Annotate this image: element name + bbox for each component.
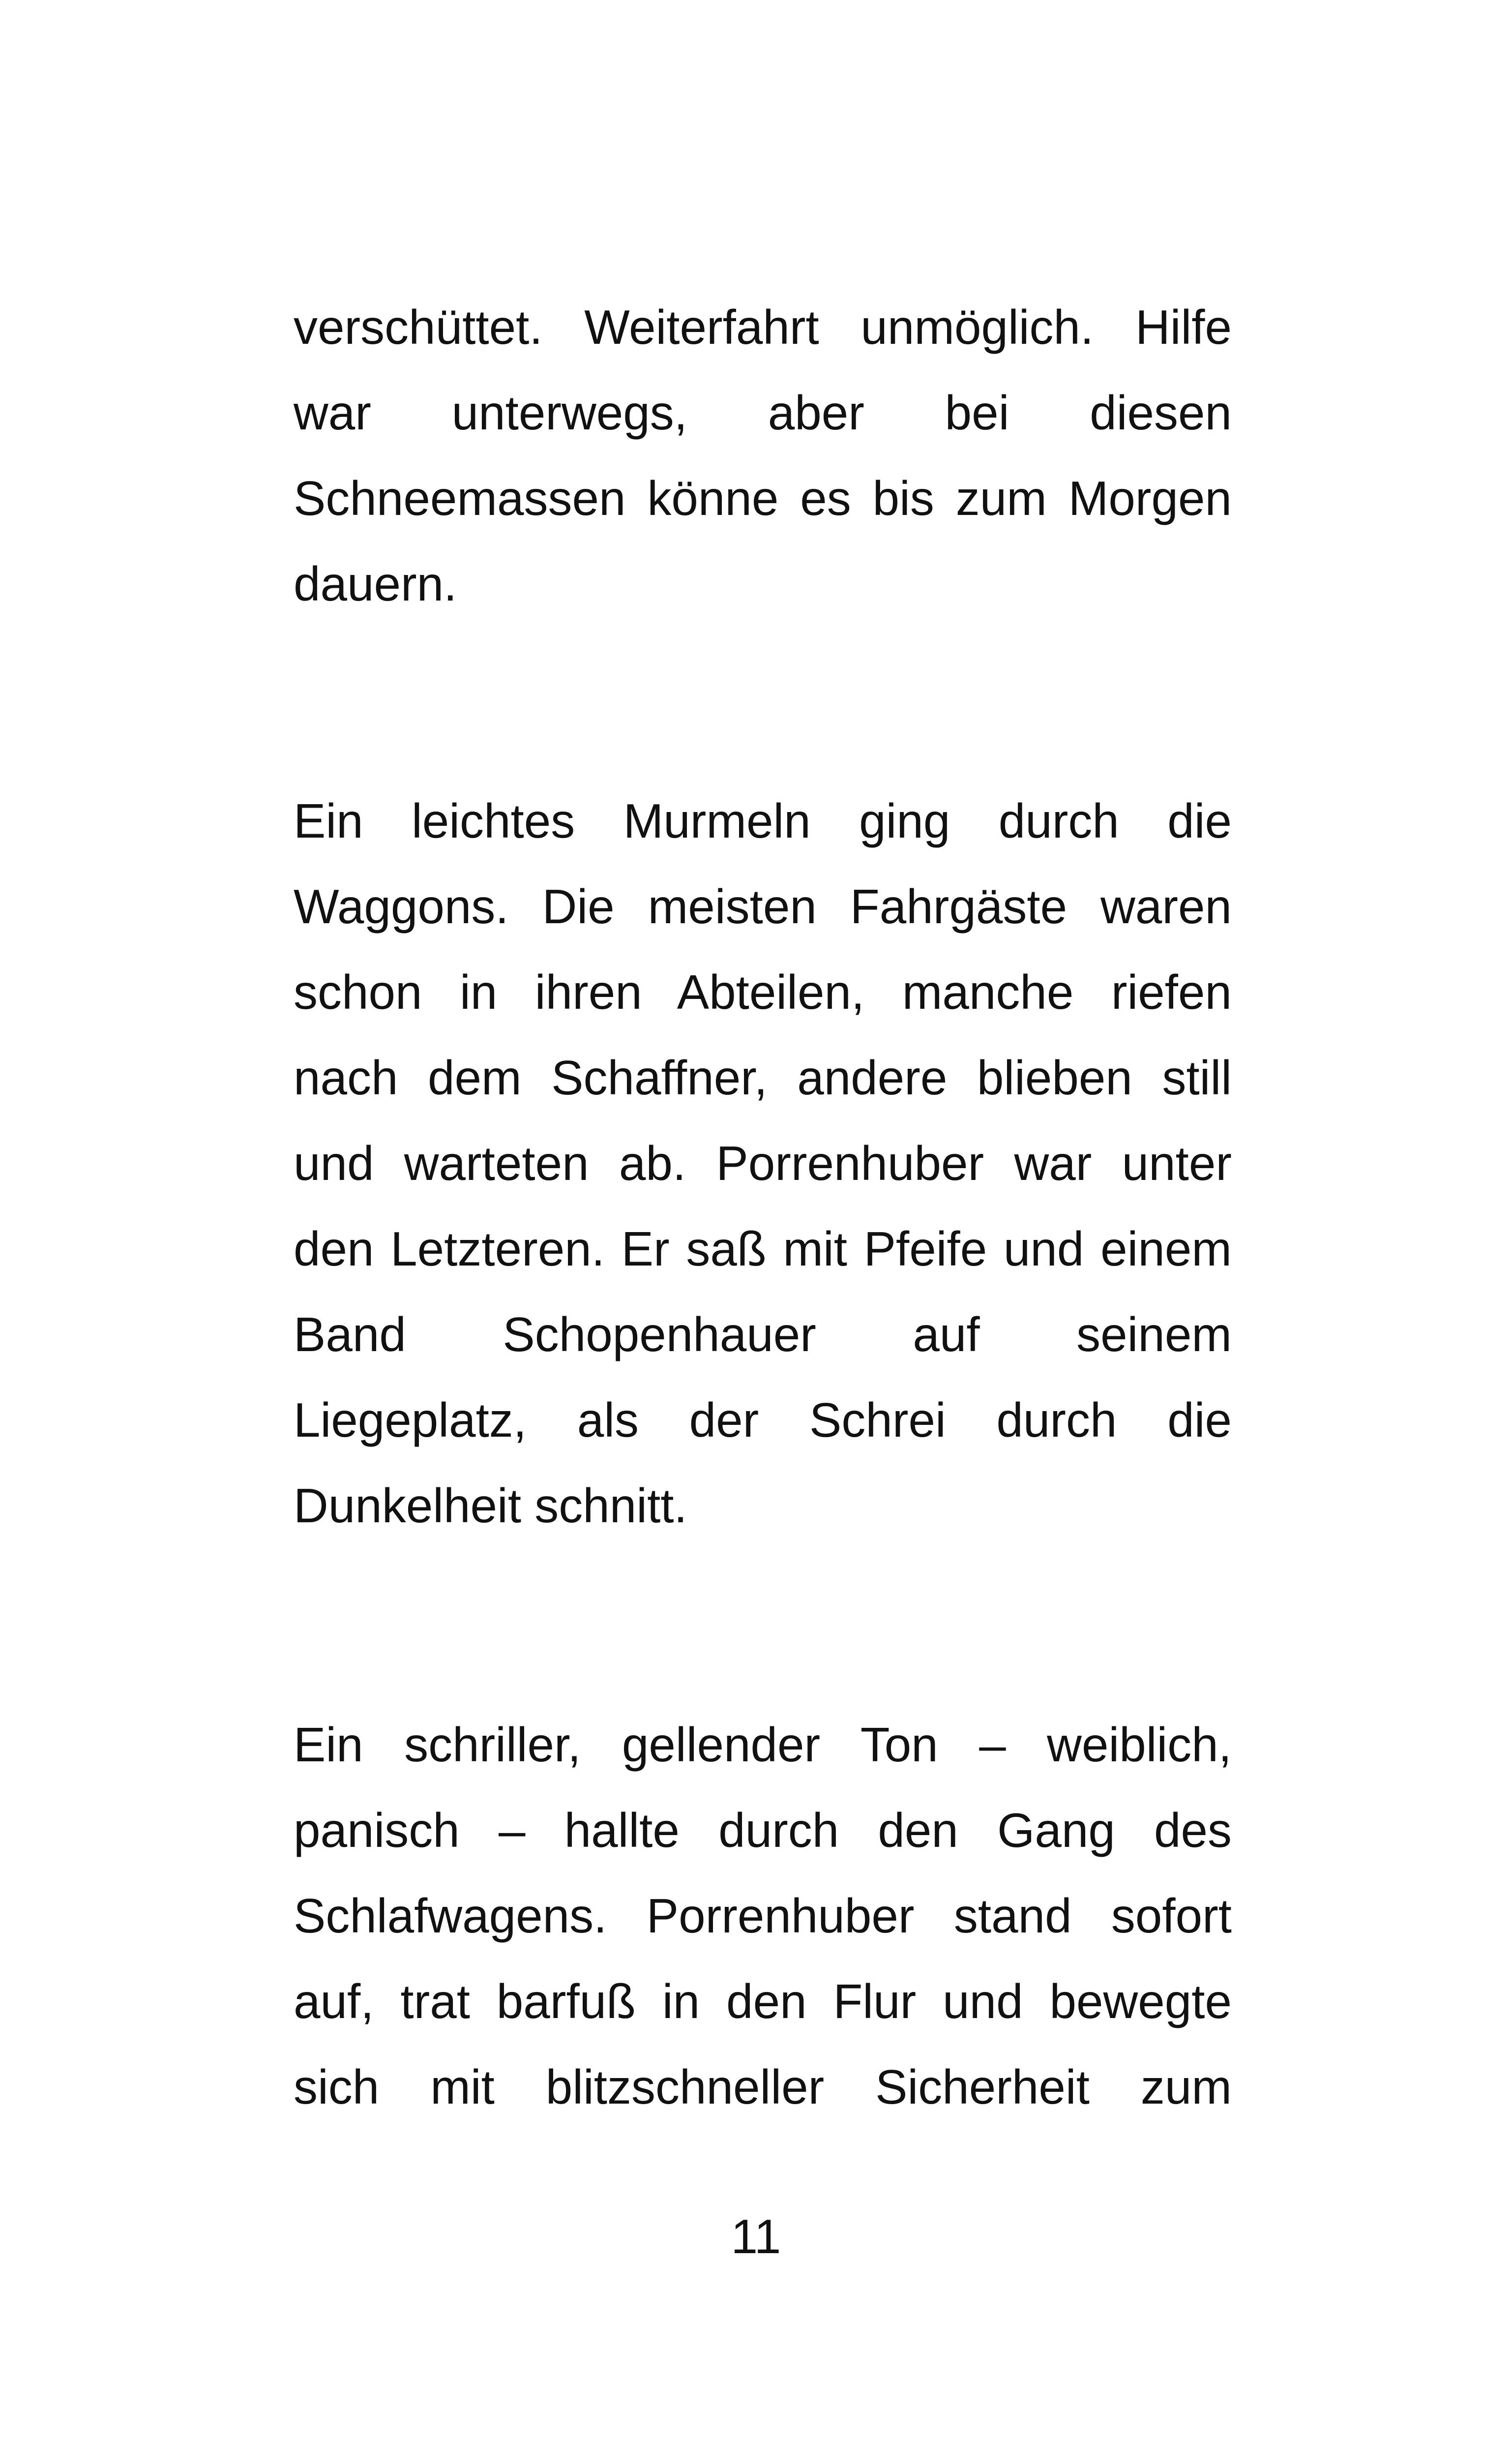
text-line: sich mit blitzschneller Sicherheit zum — [294, 2060, 1232, 2114]
text-line: Ein schriller, gellender Ton – weiblich, — [294, 1718, 1232, 1772]
text-line: Band Schopenhauer auf seinem — [294, 1307, 1232, 1361]
text-line: dauern. — [294, 557, 457, 611]
text-line: den Letzteren. Er saß mit Pfeife und einem — [294, 1222, 1232, 1276]
text-line: Liegeplatz, als der Schrei durch die — [294, 1393, 1232, 1447]
text-line: panisch – hallte durch den Gang des — [294, 1803, 1232, 1857]
text-line: und warteten ab. Porrenhuber war unter — [294, 1136, 1232, 1190]
text-line: Ein leichtes Murmeln ging durch die — [294, 794, 1232, 848]
text-line: Dunkelheit schnitt. — [294, 1478, 687, 1533]
paragraph-1 — [294, 284, 1232, 627]
text-line: auf, trat barfuß in den Flur und bewegte — [294, 1974, 1232, 2028]
page-number: 11 — [731, 2209, 781, 2263]
text-line: verschüttet. Weiterfahrt unmöglich. Hilfe — [294, 300, 1232, 354]
paragraph-2 — [294, 778, 1232, 1548]
text-line: war unterwegs, aber bei diesen — [294, 386, 1232, 440]
text-line: nach dem Schaffner, andere blieben still — [294, 1051, 1232, 1105]
paragraph-3 — [294, 1702, 1232, 2130]
text-line: Schlafwagens. Porrenhuber stand sofort — [294, 1889, 1232, 1943]
text-line: schon in ihren Abteilen, manche riefen — [294, 965, 1232, 1019]
text-line: Schneemassen könne es bis zum Morgen — [294, 471, 1232, 525]
text-line: Waggons. Die meisten Fahrgäste waren — [294, 879, 1232, 934]
